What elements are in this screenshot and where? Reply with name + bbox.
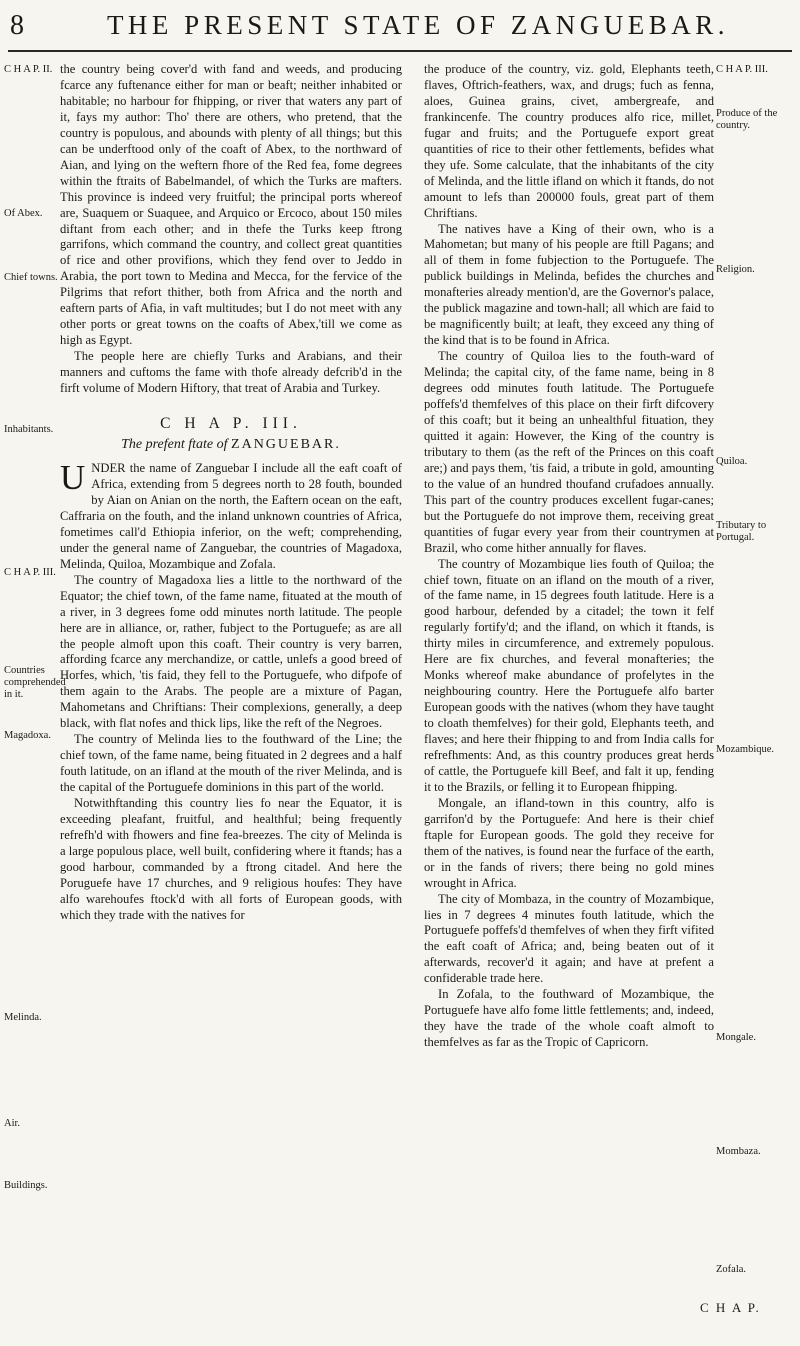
chapter-subtitle-italic: The prefent ftate of [121, 437, 228, 453]
paragraph-text: NDER the name of Zanguebar I include all the eaft coaft of Africa, extending from 5 degrees north to 28 fouth, bounded by Aian on Anian on the north, the Eaftern ocean on the eaft, Caffraria on the fouth, and the inland unknown countries of Africa, fometimes call'd Ethiopia inferior, on the weft; comprehending, under the general name of Zanguebar, the countries of Magadoxa, Melinda, Quiloa, Mozambique and Zofala. [60, 461, 402, 571]
margin-note-tributary: Tributary to Portugal. [716, 520, 767, 543]
margin-note-chief-towns: Chief towns. [4, 272, 58, 283]
margin-note-inhabitants: Inhabitants. [4, 424, 54, 435]
paragraph: The people here are chiefly Turks and Arabians, and their manners and cuftoms the fame with thofe already defcrib'd in the firft volume of Modern Hiftory, that treat of Arabia and Turkey. [60, 349, 402, 396]
margin-note-buildings: Buildings. [4, 1180, 48, 1191]
margin-note-mombaza: Mombaza. [716, 1146, 761, 1157]
paragraph: The country of Magadoxa lies a little to the northward of the Equator; the chief town, of the fame name, fituated at the mouth of a river, in 3 degrees fome odd minutes north latitude. The people here are in alliance, or, rather, fubject to the Portuguefe; as are all the people almoft upon this coaft. Their country is very barren, affording fcarce any merchandize, or cattle, unlefs a good breed of Horfes, which, 'tis faid, they fell to the Portuguefe, who difpofe of them again to the Arabs. The people are a mixture of Pagan, Mahometans and Chriftians: Their complexions, generally, a deep black, with flat nofes and thick lips, like the reft of the Negroes. [60, 572, 402, 731]
margin-note-quiloa: Quiloa. [716, 456, 748, 467]
running-head: THE PRESENT STATE OF ZANGUEBAR. [106, 10, 730, 40]
chapter-subtitle-caps: ZANGUEBAR. [231, 437, 341, 453]
paragraph: The country of Quiloa lies to the fouth-ward of Melinda; the capital city, of the fame name, being in 8 degrees odd minutes fouth latitude. The Portuguefe poffefs'd themfelves of this place on their firft difcovery of this coaft; but it being an unhealthful fituation, they quitted it again: However, the King of the country is tributary to them (as the reft of the Princes on this coaft are;) and pays them, 'tis faid, a tribute in gold, amounting to the value of an hundred thoufand crufadoes annually. This part of the country produces excellent fugar-canes; but the Portuguefe do not improve them, receiving great quantities of fugar every year from their countrymen at Brazil, who come hither annually for flaves. [424, 349, 714, 555]
paragraph: Notwithftanding this country lies fo near the Equator, it is exceeding pleafant, fruitful, and healthful; being frequently refrefh'd with fhowers and fine fea-breezes. The city of Melinda is a large populous place, well built, confidering where it ftands; has a good harbour, commanded by a ftrong citadel. And here the Poruguefe have 17 churches, and 9 religious houfes: They have alfo warehoufes ftock'd with all forts of European goods, with which they trade with the natives for [60, 796, 402, 922]
paragraph: Mongale, an ifland-town in this country, alfo is garrifon'd by the Portuguefe: And here is their chief ftaple for European goods. The gold they receive for them of the natives, is found near the furface of the earth, or in the fands of rivers; there being no gold mines wrought in Africa. [424, 795, 714, 890]
paragraph: In Zofala, to the fouthward of Mozambique, the Portuguefe have alfo fome little fettlements; and, indeed, they have the trade of the whole coaft almoft to themfelves as far as the Tropic of Capricorn. [424, 987, 714, 1050]
margin-note-mozambique: Mozambique. [716, 744, 775, 755]
paragraph: The city of Mombaza, in the country of Mozambique, lies in 7 degrees 4 minutes fouth latitude, which the Portuguefe poffefs'd themfelves of when they firft vifited the eaft coaft of Africa; and, being beaten out of it afterwards, recover'd it again; and have at prefent a confiderable trade here. [424, 891, 714, 986]
page-number: 8 [10, 10, 25, 41]
margin-note-zofala: Zofala. [716, 1264, 747, 1275]
margin-note-abex: Of Abex. [4, 208, 43, 219]
chapter-subtitle [60, 437, 402, 453]
header-rule [8, 50, 792, 52]
paragraph: The country of Melinda lies to the fouthward of the Line; the chief town, of the fame name, being fituated in 2 degrees and a half fouth latitude, on an ifland at the mouth of the river Melinda, and is the capital of the Portuguefe dominions in this part of the world. [60, 732, 402, 795]
paragraph: the produce of the country, viz. gold, Elephants teeth, flaves, Oftrich-feathers, wax, and drugs; fuch as fenna, aloes, Guinea grains, civet, ambergreafe, and frankincenfe. The country produces alfo rice, millet, fugar and fruits; and the Portuguefe export great quantities of rice to their other fettlements, befides what they ufe. Some calculate, that the inhabitants of the city of Melinda, and the little ifland on which it ftands, do not amount to lefs than 200000 fouls, great part of them Chriftians. [424, 62, 714, 220]
catchword: C H A P. [700, 1300, 761, 1315]
left-column [60, 62, 402, 924]
drop-cap: U [60, 458, 86, 498]
page-header [0, 6, 800, 60]
right-column [424, 62, 714, 1051]
margin-note-air: Air. [4, 1118, 21, 1129]
margin-note-mongale: Mongale. [716, 1032, 756, 1043]
margin-note-chapter: C H A P. III. [4, 567, 56, 578]
margin-note-chapter: C H A P. II. [4, 64, 53, 75]
chapter-heading: C H A P. III. [160, 415, 302, 433]
margin-note-magadoxa: Magadoxa. [4, 730, 51, 741]
paragraph: The natives have a King of their own, who is a Mahometan; but many of his people are ftill Pagans; and all of them in fome fubjection to the Portuguefe. The publick buildings in Melinda, befides the churches and monafteries already mention'd, are the Governor's palace, the publick magazine and town-hall; all which are faid to be magnificently built; at leaft, they exceed any thing of the kind that is to be found in Africa. [424, 221, 714, 348]
margin-note-chapter: C H A P. III. [716, 64, 768, 75]
margin-note-melinda: Melinda. [4, 1012, 42, 1023]
paragraph: the country being cover'd with fand and weeds, and producing fcarce any fuftenance either for man or beaft; neither inhabited or habitable; no harbour for fhipping, or river that waters any part of it, fays my author: Tho' there are others, who pretend, that the country is populous, and abounds with plenty of all things; but this can be underftood only of the coaft of Abex, to the northward of Aian, and lying on the weftern fhore of the Red fea, fome degrees within the ftraits of Babelmandel, of which the Turks are mafters. This province is indeed very fruitful; the principal ports whereof are, Suaquem or Suaquee, and Arquico or Ercoco, about 150 miles diftant from each other; and in thefe the Turks keep ftrong garrifons, which command the country, and collect great quantities of rice and other provifions, which they fend over to Jeddo in Arabia, the port town to Medina and Mecca, for the fervice of the Pilgrims that refort thither, both from Africa and the north and eaftern parts of Afia, in vaft multitudes; but I do not meet with any other ports or great towns on the coafts of Abex,'till we come as high as Egypt. [60, 62, 402, 348]
paragraph-opening [60, 458, 402, 573]
margin-note-countries: Countries comprehended in it. [4, 665, 66, 700]
paragraph: The country of Mozambique lies fouth of Quiloa; the chief town, fituate on an ifland on the mouth of a river, of the fame name, in 15 degrees fouth latitude. Here is a good harbour, defended by a citadel; the town it felf regularly fortify'd; and the ifland, on which it ftands, is thirty miles in circumference, and extremely populous. Here are fix churches, and feveral monafteries; the Monks whereof make abundance of profelytes in the neighbouring country. Here the Portuguefe alfo barter European goods with the natives (whom they have taught to cloath themfelves) for their gold, Elephants teeth, and flaves; and here their fhipping to and from India calls for refrefhments: And, as this country produces great herds of cattle, the Portuguefe kill Beef, and falt it up, fending it to the Brazils, or felling it to European fhipping. [424, 556, 714, 794]
margin-note-religion: Religion. [716, 264, 755, 275]
margin-note-produce: Produce of the country. [716, 108, 778, 131]
